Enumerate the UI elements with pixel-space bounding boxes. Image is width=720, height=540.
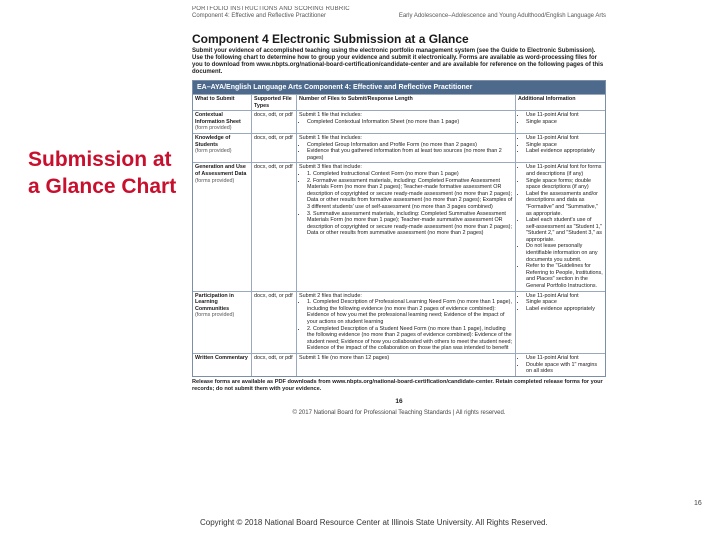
doc-footnote: Release forms are available as PDF downloads from www.nbpts.org/national-board-certification/candidate-center. Retain completed release forms for your records; do not submit them with your evidence.	[192, 378, 603, 392]
what-label: Contextual Information Sheet	[195, 112, 241, 125]
files-lead: Submit 1 file (no more than 12 pages)	[299, 354, 390, 361]
table-row	[193, 133, 605, 162]
doc-copyright: © 2017 National Board for Professional Teaching Standards | All rights reserved.	[292, 409, 506, 416]
files-lead: Submit 2 files that include:	[299, 292, 362, 299]
info-item: • Label evidence appropriately	[526, 148, 603, 155]
col-header-types: Supported File Types	[252, 95, 297, 110]
table-row	[193, 162, 605, 290]
files-item: • Completed Group Information and Profile Form (no more than 2 pages)	[307, 142, 513, 149]
info-item: • Label evidence appropriately	[526, 306, 603, 313]
what-label: Participation in Learning Communities	[195, 292, 234, 312]
cell-files	[297, 134, 516, 162]
files-lead: Submit 3 files that include:	[299, 164, 362, 171]
cell-files	[297, 292, 516, 353]
files-list	[299, 142, 513, 162]
submission-table	[192, 80, 606, 377]
table-row	[193, 110, 605, 133]
cell-types: docx, odt, or pdf	[252, 354, 297, 376]
info-list	[518, 164, 603, 289]
doc-header-line1: PORTFOLIO INSTRUCTIONS AND SCORING RUBRIC	[192, 6, 350, 12]
files-list	[299, 119, 513, 126]
info-list	[518, 293, 603, 313]
col-header-files: Number of Files to Submit/Response Length	[297, 95, 516, 110]
files-list	[299, 299, 513, 352]
info-item: • Single space	[526, 142, 603, 149]
cell-what	[193, 354, 252, 376]
files-item: • 3. Summative assessment materials, including: Completed Summative Assessment Materials Form (no more than 1 page); Teacher-made summative assessment OR description of copyrighted or secure ready-made assessment (no more than 2 pages); Data or other results from summative assessment (no more than 2 pages)	[307, 211, 513, 237]
cell-what	[193, 292, 252, 353]
files-lead: Submit 1 file that includes:	[299, 134, 362, 141]
cell-types: docx, odt, or pdf	[252, 292, 297, 353]
cell-what	[193, 163, 252, 290]
info-item: • Use 11-point Arial font	[526, 112, 603, 119]
cell-info	[516, 163, 605, 290]
files-item: • Completed Contextual Information Sheet (no more than 1 page)	[307, 119, 513, 126]
files-item: • 1. Completed Instructional Context Form (no more than 1 page)	[307, 171, 513, 178]
info-item: • Use 11-point Arial font	[526, 293, 603, 300]
cell-files	[297, 163, 516, 290]
info-item: • Use 11-point Arial font	[526, 135, 603, 142]
doc-title: Component 4 Electronic Submission at a Glance	[192, 32, 469, 46]
info-item: • Double space with 1" margins on all sides	[526, 362, 603, 375]
cell-info	[516, 354, 605, 376]
files-lead: Submit 1 file that includes:	[299, 112, 362, 119]
info-item: • Use 11-point Arial font	[526, 355, 603, 362]
files-item: • Evidence that you gathered information from at least two sources (no more than 2 pages)	[307, 148, 513, 161]
slide-footer: Copyright © 2018 National Board Resource Center at Illinois State University. All Rights Reserved.	[200, 518, 548, 527]
table-header-row	[193, 94, 605, 110]
what-note: (forms provided)	[195, 177, 235, 184]
doc-header-left: Component 4: Effective and Reflective Practitioner	[192, 13, 326, 19]
files-item: • 2. Formative assessment materials, including: Completed Formative Assessment Materials Form (no more than 2 pages); Teacher-made formative assessment OR description of copyrighted or secure ready-made assessment (no more than 2 pages); Data or other results from formative assessment (no more than 2 pages); Examples of 3 different students' use of self-assessment (no more than 3 pages combined)	[307, 178, 513, 211]
what-note: (form provided)	[195, 148, 232, 155]
cell-what	[193, 111, 252, 133]
cell-files	[297, 354, 516, 376]
what-label: Generation and Use of Assessment Data	[195, 164, 247, 177]
slide-number: 16	[694, 500, 702, 507]
info-item: • Single space	[526, 299, 603, 306]
info-item: • Use 11-point Arial font for forms and descriptions (if any)	[526, 164, 603, 177]
info-list	[518, 355, 603, 375]
what-label: Knowledge of Students	[195, 134, 231, 148]
files-list	[299, 171, 513, 237]
table-row	[193, 291, 605, 353]
info-list	[518, 112, 603, 125]
info-item: • Label the assessments and/or descriptions and data as "Formative" and "Summative," as appropriate.	[526, 191, 603, 217]
files-item: • 1. Completed Description of Professional Learning Need Form (no more than 1 page), including the following evidence (no more than 2 pages of evidence combined): Evidence of how you met the professional learning need; Evidence of the impact of your actions on student learning	[307, 299, 513, 325]
cell-info	[516, 111, 605, 133]
table-title: EA–AYA/English Language Arts Component 4: Effective and Reflective Practitioner	[193, 81, 605, 94]
cell-info	[516, 292, 605, 353]
document-image	[192, 6, 606, 488]
cell-types: docx, odt, or pdf	[252, 134, 297, 162]
info-list	[518, 135, 603, 155]
info-item: • Refer to the "Guidelines for Referring to People, Institutions, and Places" section in the General Portfolio Instructions.	[526, 263, 603, 289]
doc-header-right: Early Adolescence–Adolescence and Young Adulthood/English Language Arts	[398, 13, 606, 19]
doc-intro: Submit your evidence of accomplished teaching using the electronic portfolio management system (see the Guide to Electronic Submission). Use the following chart to determine how to group your evidence and submit it electronically. Forms are available as word-processing files for you to download from www.nbpts.org/national-board-certification/candidate-center and are available for reference on the following pages of this document.	[192, 48, 604, 75]
col-header-info: Additional Information	[518, 96, 576, 102]
table-row	[193, 353, 605, 376]
doc-page-number: 16	[395, 397, 403, 405]
cell-types: docx, odt, or pdf	[252, 163, 297, 290]
cell-what	[193, 134, 252, 162]
slide-title: Submission at a Glance Chart	[28, 148, 177, 198]
info-item: • Single space	[526, 119, 603, 126]
files-item: • 2. Completed Description of a Student Need Form (no more than 1 page), including the following evidence (no more than 2 pages of evidence combined): Evidence of the student need; Evidence of how you collaborated with others to meet the student need; Evidence of the impact of the collaboration on those the plan was intended to benefit	[307, 326, 513, 352]
what-label: Written Commentary	[195, 354, 248, 361]
what-note: (forms provided)	[195, 312, 235, 319]
cell-types: docx, odt, or pdf	[252, 111, 297, 133]
info-item: • Do not leave personally identifiable information on any documents you submit.	[526, 243, 603, 263]
what-note: (form provided)	[195, 125, 232, 132]
cell-info	[516, 134, 605, 162]
cell-files	[297, 111, 516, 133]
doc-header-line2	[192, 13, 606, 20]
col-header-what: What to Submit	[193, 95, 252, 110]
table-body	[193, 110, 605, 376]
info-item: • Single space forms; double space descriptions (if any)	[526, 178, 603, 191]
info-item: • Label each student's use of self-assessment as "Student 1," "Student 2," and "Student 3," as appropriate.	[526, 217, 603, 243]
